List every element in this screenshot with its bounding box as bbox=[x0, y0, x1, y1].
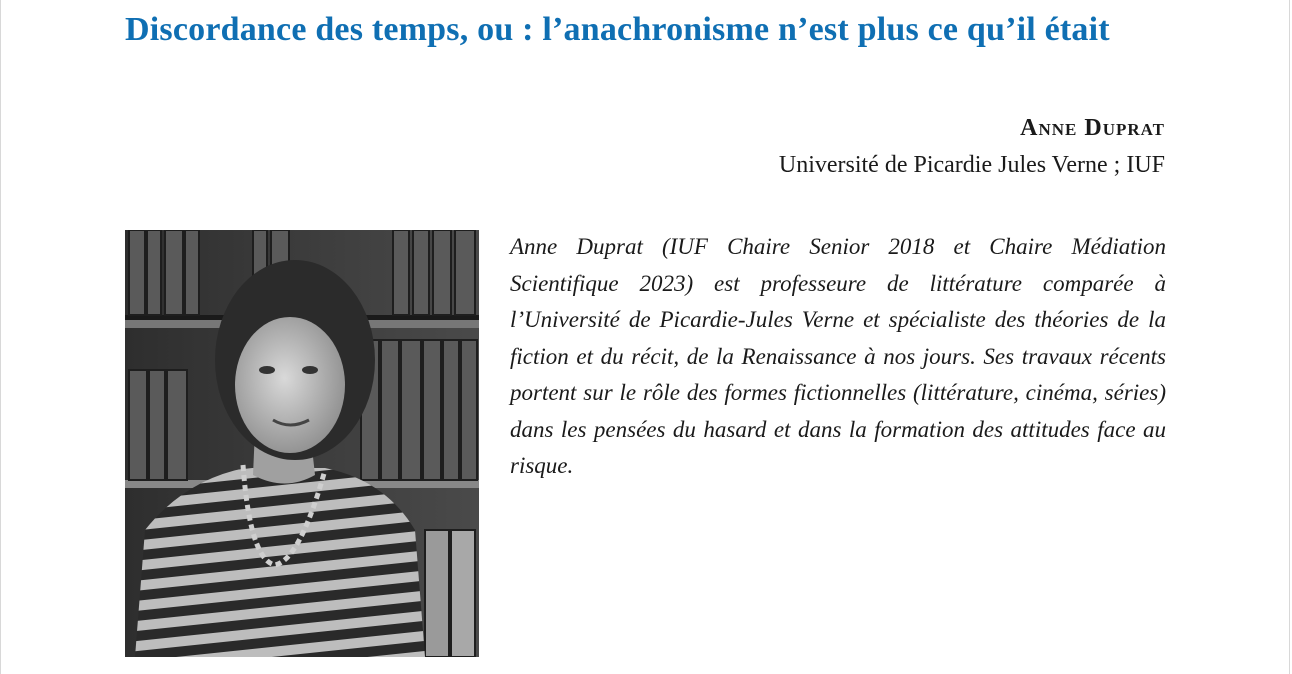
portrait-illustration bbox=[125, 230, 479, 657]
face bbox=[235, 317, 345, 453]
author-photo bbox=[125, 230, 479, 657]
author-bio: Anne Duprat (IUF Chaire Senior 2018 et Chaire Médiation Scientifique 2023) est professeure de littérature comparée à l’Université de Picardie-Jules Verne et spécialiste des théories de la fiction et du récit, de la Renaissance à nos jours. Ses travaux récents portent sur le rôle des formes fictionnelles (littérature, cinéma, séries) dans les pensées du hasard et dans la formation des attitudes face au risque. bbox=[510, 234, 1166, 478]
article-title: Discordance des temps, ou : l’anachronisme n’est plus ce qu’il était bbox=[125, 11, 1110, 48]
author-block bbox=[779, 110, 1165, 184]
author-name: Anne Duprat bbox=[1020, 115, 1165, 141]
author-affiliation: Université de Picardie Jules Verne ; IUF bbox=[778, 152, 1165, 178]
